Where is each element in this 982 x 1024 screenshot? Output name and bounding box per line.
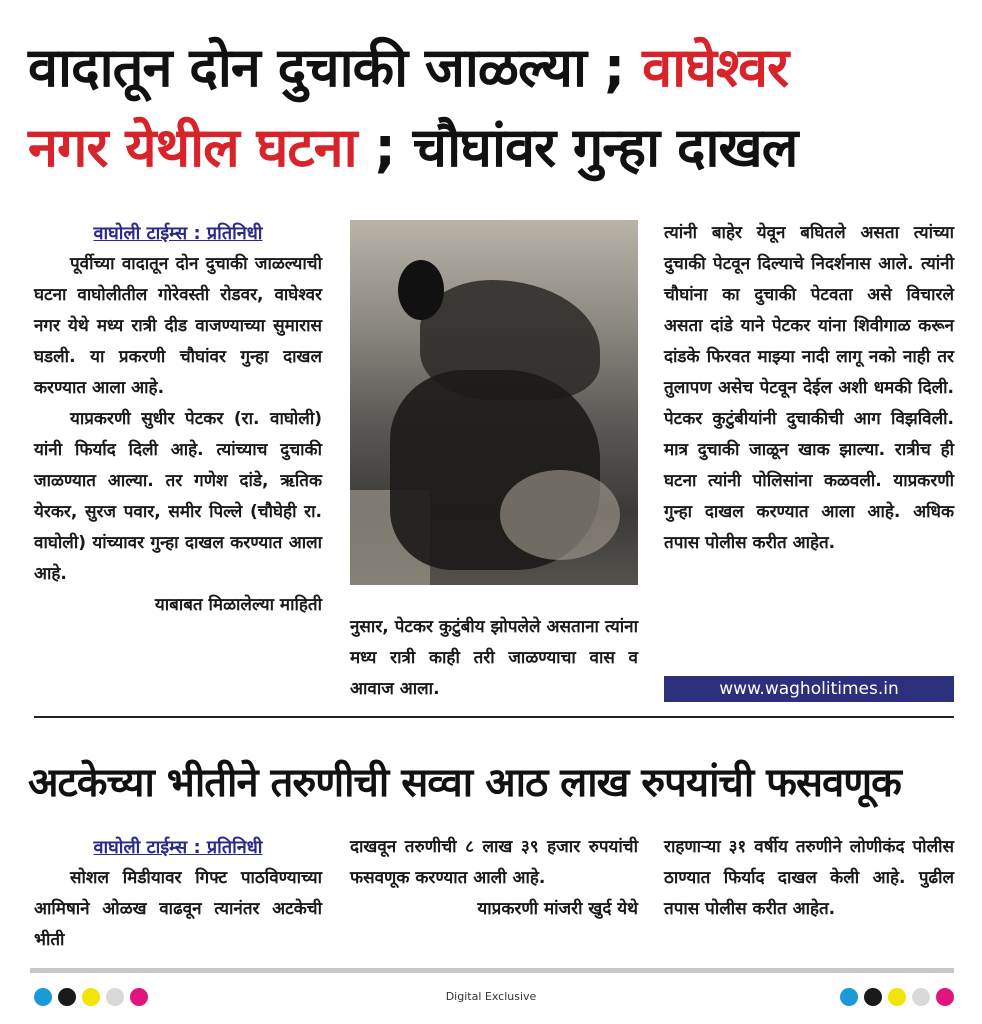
photo-mirror [398, 260, 444, 320]
article1-col1-paragraph-3: याबाबत मिळालेल्या माहिती [154, 595, 322, 615]
article2-column-3 [664, 832, 954, 925]
article2-headline: अटकेच्या भीतीने तरुणीची सव्वा आठ लाख रुपयांची फसवणूक [28, 760, 901, 806]
article2-column-2 [350, 832, 638, 925]
headline-red-part3: नगर येथील घटना [28, 116, 357, 179]
article1-column-3 [664, 218, 954, 559]
footer-label: Digital Exclusive [445, 990, 537, 1003]
article2-col2-paragraph-1: दाखवून तरुणीची ८ लाख ३९ हजार रुपयांची फसवणूक करण्यात आली आहे. [350, 837, 638, 888]
article2-col3-paragraph: राहणाऱ्या ३१ वर्षीय तरुणीने लोणीकंद पोलीस ठाण्यात फिर्याद दाखल केली आहे. पुढील तपास पोलीस करीत आहेत. [664, 837, 954, 919]
burnt-motorcycles-photo [350, 220, 638, 585]
article1-col1-paragraph-1: पूर्वीच्या वादातून दोन दुचाकी जाळल्याची घटना वाघोलीतील गोरेवस्ती रोडवर, वाघेश्वर नगर येथे मध्य रात्री दीड वाजण्याच्या सुमारास घडली. या प्रकरणी चौघांवर गुन्हा दाखल करण्यात आला आहे. [34, 254, 322, 398]
photo-ash [500, 470, 620, 560]
article1-col2-paragraph: नुसार, पेटकर कुटुंबीय झोपलेले असताना त्यांना मध्य रात्री काही तरी जाळण्याचा वास व आवाज आला. [350, 617, 638, 699]
headline-black-part1: वादातून दोन दुचाकी जाळल्या ; [28, 36, 625, 99]
article2-column-1 [34, 832, 322, 956]
article1-headline-line2 [28, 108, 958, 188]
article1-column-1 [34, 218, 322, 621]
article2-col1-paragraph: सोशल मिडीयावर गिफ्ट पाठविण्याच्या आमिषाने ओळख वाढवून त्यानंतर अटकेची भीती [34, 868, 322, 950]
article1-headline-line1 [28, 28, 958, 108]
headline-black-part4: ; चौघांवर गुन्हा दाखल [374, 116, 798, 179]
headline-red-part2: वाघेश्वर [642, 36, 789, 99]
section-divider [34, 716, 954, 718]
footer-bar [30, 968, 954, 973]
article2-byline: वाघोली टाईम्स : प्रतिनिधी [93, 837, 263, 858]
article1-byline: वाघोली टाईम्स : प्रतिनिधी [93, 223, 263, 244]
article1-col1-paragraph-2: याप्रकरणी सुधीर पेटकर (रा. वाघोली) यांनी फिर्याद दिली आहे. त्यांच्याच दुचाकी जाळण्यात आल्या. तर गणेश दांडे, ऋतिक येरकर, सुरज पवार, समीर पिल्ले (चौघेही रा. वाघोली) यांच्यावर गुन्हा दाखल करण्यात आला आहे. [34, 409, 322, 584]
article2-col2-paragraph-2: याप्रकरणी मांजरी खुर्द येथे [477, 899, 638, 919]
website-banner[interactable]: www.wagholitimes.in [664, 676, 954, 702]
article1-col3-paragraph: त्यांनी बाहेर येवून बघितले असता त्यांच्या दुचाकी पेटवून दिल्याचे निदर्शनास आले. त्यांनी चौघांना का दुचाकी पेटवता असे विचारले असता दांडे याने पेटकर यांना शिवीगाळ करून दांडके फिरवत माझ्या नादी लागू नको नाही तर तुलापण असेच पेटवून देईल अशी धमकी दिली. पेटकर कुटुंबीयांनी दुचाकीची आग विझविली. मात्र दुचाकी जाळून खाक झाल्या. रात्रीच ही घटना त्यांनी पोलिसांना कळवली. याप्रकरणी गुन्हा दाखल करण्यात आला आहे. अधिक तपास पोलीस करीत आहेत. [664, 223, 954, 553]
article1-column-2 [350, 612, 638, 705]
